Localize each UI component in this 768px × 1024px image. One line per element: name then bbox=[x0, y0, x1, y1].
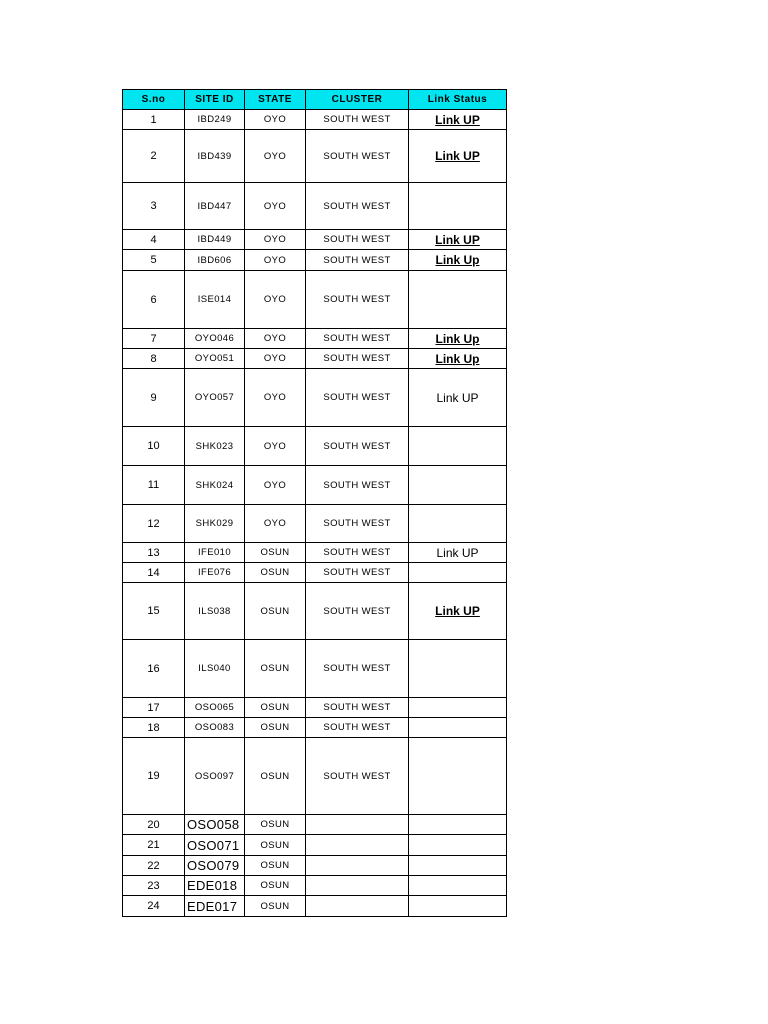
row-sno: 4 bbox=[123, 230, 185, 250]
row-state: OSUN bbox=[245, 543, 306, 563]
row-state: OYO bbox=[245, 329, 306, 349]
row-site-id: IBD606 bbox=[185, 250, 245, 271]
row-site-id: IBD449 bbox=[185, 230, 245, 250]
row-site-id: OSO065 bbox=[185, 698, 245, 718]
table-row bbox=[123, 640, 507, 698]
row-link-status bbox=[409, 640, 507, 698]
row-sno: 8 bbox=[123, 349, 185, 369]
row-sno: 11 bbox=[123, 466, 185, 505]
row-sno: 17 bbox=[123, 698, 185, 718]
row-state: OSUN bbox=[245, 815, 306, 835]
link-status-text: Link UP bbox=[435, 232, 480, 247]
row-state: OYO bbox=[245, 349, 306, 369]
row-link-status bbox=[409, 183, 507, 230]
row-sno: 3 bbox=[123, 183, 185, 230]
row-sno: 16 bbox=[123, 640, 185, 698]
row-cluster bbox=[306, 835, 409, 856]
header-link-status: Link Status bbox=[409, 90, 507, 110]
row-cluster bbox=[306, 876, 409, 896]
row-site-id: EDE018 bbox=[185, 876, 245, 896]
row-cluster: SOUTH WEST bbox=[306, 369, 409, 427]
link-status-text: Link UP bbox=[435, 604, 480, 618]
row-site-id: SHK023 bbox=[185, 427, 245, 466]
table-row bbox=[123, 110, 507, 130]
row-cluster: SOUTH WEST bbox=[306, 183, 409, 230]
row-sno: 13 bbox=[123, 543, 185, 563]
row-link-status bbox=[409, 250, 507, 271]
table-row bbox=[123, 718, 507, 738]
row-link-status bbox=[409, 543, 507, 563]
row-link-status bbox=[409, 698, 507, 718]
row-link-status bbox=[409, 329, 507, 349]
row-link-status bbox=[409, 369, 507, 427]
header-state: STATE bbox=[245, 90, 306, 110]
row-link-status bbox=[409, 583, 507, 640]
row-state: OSUN bbox=[245, 583, 306, 640]
row-cluster: SOUTH WEST bbox=[306, 718, 409, 738]
table-body bbox=[123, 110, 507, 917]
row-sno: 24 bbox=[123, 896, 185, 917]
row-site-id: OSO079 bbox=[185, 856, 245, 876]
row-state: OYO bbox=[245, 466, 306, 505]
row-link-status bbox=[409, 876, 507, 896]
row-link-status bbox=[409, 230, 507, 250]
row-state: OSUN bbox=[245, 698, 306, 718]
row-link-status bbox=[409, 718, 507, 738]
row-link-status bbox=[409, 466, 507, 505]
link-status-text: Link UP bbox=[435, 112, 480, 127]
row-cluster: SOUTH WEST bbox=[306, 505, 409, 543]
row-cluster: SOUTH WEST bbox=[306, 698, 409, 718]
header-site-id: SITE ID bbox=[185, 90, 245, 110]
table-row bbox=[123, 250, 507, 271]
row-sno: 21 bbox=[123, 835, 185, 856]
row-state: OYO bbox=[245, 183, 306, 230]
row-state: OYO bbox=[245, 427, 306, 466]
row-link-status bbox=[409, 130, 507, 183]
row-cluster: SOUTH WEST bbox=[306, 427, 409, 466]
link-status-text: Link Up bbox=[435, 351, 480, 366]
row-cluster: SOUTH WEST bbox=[306, 349, 409, 369]
row-link-status bbox=[409, 835, 507, 856]
row-site-id: ILS040 bbox=[185, 640, 245, 698]
row-site-id: IBD439 bbox=[185, 130, 245, 183]
row-link-status bbox=[409, 563, 507, 583]
table-row bbox=[123, 329, 507, 349]
row-cluster: SOUTH WEST bbox=[306, 271, 409, 329]
table-row bbox=[123, 835, 507, 856]
row-sno: 14 bbox=[123, 563, 185, 583]
row-sno: 20 bbox=[123, 815, 185, 835]
row-link-status bbox=[409, 856, 507, 876]
row-sno: 2 bbox=[123, 130, 185, 183]
row-state: OSUN bbox=[245, 718, 306, 738]
table-row bbox=[123, 130, 507, 183]
row-link-status bbox=[409, 271, 507, 329]
row-link-status bbox=[409, 896, 507, 917]
row-link-status bbox=[409, 427, 507, 466]
row-state: OSUN bbox=[245, 738, 306, 815]
row-sno: 15 bbox=[123, 583, 185, 640]
row-state: OYO bbox=[245, 250, 306, 271]
table-row bbox=[123, 349, 507, 369]
row-cluster: SOUTH WEST bbox=[306, 110, 409, 130]
row-sno: 7 bbox=[123, 329, 185, 349]
header-sno: S.no bbox=[123, 90, 185, 110]
link-status-text: Link UP bbox=[435, 149, 480, 163]
table-row bbox=[123, 466, 507, 505]
table-row bbox=[123, 738, 507, 815]
row-cluster: SOUTH WEST bbox=[306, 250, 409, 271]
row-cluster: SOUTH WEST bbox=[306, 130, 409, 183]
row-site-id: ISE014 bbox=[185, 271, 245, 329]
row-link-status bbox=[409, 349, 507, 369]
row-cluster: SOUTH WEST bbox=[306, 640, 409, 698]
row-state: OYO bbox=[245, 505, 306, 543]
table-row bbox=[123, 583, 507, 640]
table-row bbox=[123, 183, 507, 230]
row-sno: 9 bbox=[123, 369, 185, 427]
row-site-id: OYO046 bbox=[185, 329, 245, 349]
row-site-id: OYO057 bbox=[185, 369, 245, 427]
row-cluster: SOUTH WEST bbox=[306, 329, 409, 349]
row-sno: 10 bbox=[123, 427, 185, 466]
table-row bbox=[123, 505, 507, 543]
row-sno: 22 bbox=[123, 856, 185, 876]
row-site-id: SHK024 bbox=[185, 466, 245, 505]
row-state: OSUN bbox=[245, 856, 306, 876]
table-row bbox=[123, 427, 507, 466]
row-cluster: SOUTH WEST bbox=[306, 543, 409, 563]
table-row bbox=[123, 230, 507, 250]
row-link-status bbox=[409, 738, 507, 815]
row-cluster: SOUTH WEST bbox=[306, 563, 409, 583]
row-site-id: ILS038 bbox=[185, 583, 245, 640]
row-link-status bbox=[409, 505, 507, 543]
link-status-text: Link UP bbox=[436, 545, 479, 560]
row-site-id: IBD447 bbox=[185, 183, 245, 230]
row-sno: 6 bbox=[123, 271, 185, 329]
row-cluster bbox=[306, 815, 409, 835]
table-row bbox=[123, 876, 507, 896]
table-header-row bbox=[123, 90, 507, 110]
table-row bbox=[123, 563, 507, 583]
row-site-id: OSO071 bbox=[185, 835, 245, 856]
site-link-status-table bbox=[122, 89, 507, 917]
table-row bbox=[123, 815, 507, 835]
row-cluster bbox=[306, 896, 409, 917]
row-site-id: IFE010 bbox=[185, 543, 245, 563]
row-sno: 23 bbox=[123, 876, 185, 896]
row-site-id: OSO097 bbox=[185, 738, 245, 815]
row-state: OYO bbox=[245, 110, 306, 130]
row-site-id: IBD249 bbox=[185, 110, 245, 130]
row-link-status bbox=[409, 815, 507, 835]
row-state: OSUN bbox=[245, 640, 306, 698]
row-sno: 12 bbox=[123, 505, 185, 543]
table-row bbox=[123, 896, 507, 917]
row-site-id: OSO083 bbox=[185, 718, 245, 738]
row-cluster bbox=[306, 856, 409, 876]
row-sno: 19 bbox=[123, 738, 185, 815]
row-site-id: OYO051 bbox=[185, 349, 245, 369]
table-row bbox=[123, 856, 507, 876]
table-row bbox=[123, 271, 507, 329]
row-cluster: SOUTH WEST bbox=[306, 230, 409, 250]
row-cluster: SOUTH WEST bbox=[306, 583, 409, 640]
link-status-text: Link UP bbox=[436, 390, 479, 405]
row-cluster: SOUTH WEST bbox=[306, 466, 409, 505]
row-state: OYO bbox=[245, 369, 306, 427]
row-site-id: OSO058 bbox=[185, 815, 245, 835]
header-cluster: CLUSTER bbox=[306, 90, 409, 110]
row-state: OSUN bbox=[245, 876, 306, 896]
row-state: OSUN bbox=[245, 835, 306, 856]
row-site-id: IFE076 bbox=[185, 563, 245, 583]
row-site-id: EDE017 bbox=[185, 896, 245, 917]
table-row bbox=[123, 698, 507, 718]
table-row bbox=[123, 543, 507, 563]
row-sno: 5 bbox=[123, 250, 185, 271]
row-state: OYO bbox=[245, 130, 306, 183]
row-state: OSUN bbox=[245, 896, 306, 917]
link-status-text: Link Up bbox=[435, 253, 480, 267]
table-row bbox=[123, 369, 507, 427]
row-state: OSUN bbox=[245, 563, 306, 583]
row-state: OYO bbox=[245, 271, 306, 329]
row-sno: 1 bbox=[123, 110, 185, 130]
row-link-status bbox=[409, 110, 507, 130]
row-cluster: SOUTH WEST bbox=[306, 738, 409, 815]
link-status-text: Link Up bbox=[435, 331, 480, 346]
row-sno: 18 bbox=[123, 718, 185, 738]
row-state: OYO bbox=[245, 230, 306, 250]
row-site-id: SHK029 bbox=[185, 505, 245, 543]
